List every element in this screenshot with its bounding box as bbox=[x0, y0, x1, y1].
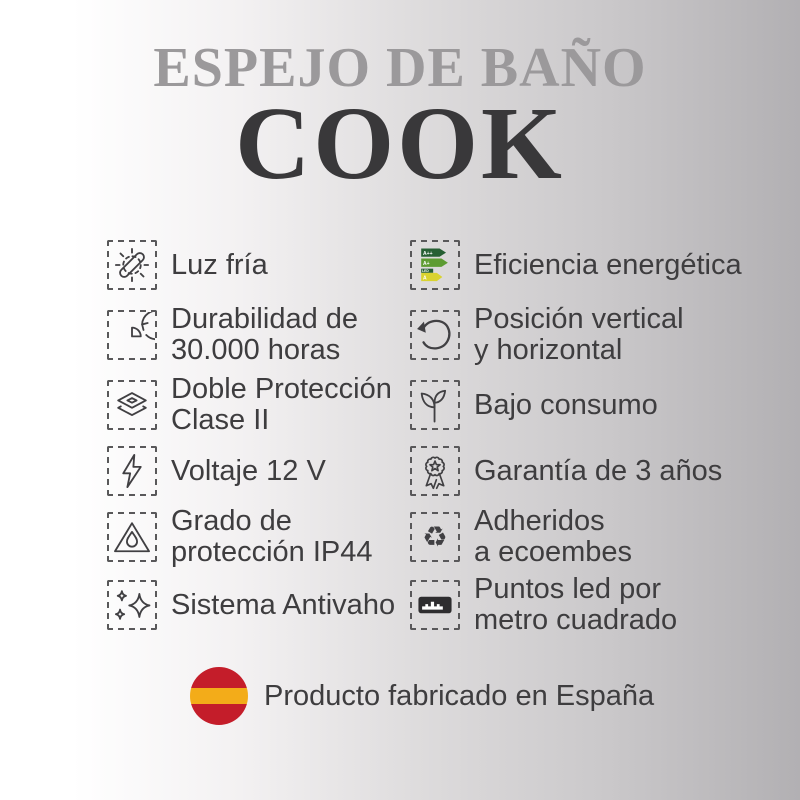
feature-line: a ecoembes bbox=[474, 536, 632, 568]
feature-durability bbox=[107, 303, 359, 366]
feature-label bbox=[474, 574, 677, 636]
feature-label bbox=[474, 390, 658, 421]
footer bbox=[190, 667, 654, 725]
feature-line: 30.000 horas bbox=[171, 334, 341, 366]
feature-line: Adheridos bbox=[474, 505, 605, 537]
flag-red-stripe bbox=[190, 667, 248, 688]
feature-voltage bbox=[107, 446, 326, 496]
energy-rating-a-plus-plus: A++ bbox=[423, 250, 433, 257]
feature-label bbox=[171, 506, 373, 568]
durability-icon bbox=[107, 310, 157, 360]
feature-line: Clase II bbox=[171, 404, 270, 436]
feature-led-points bbox=[410, 573, 678, 636]
feature-line: Puntos led por bbox=[474, 573, 662, 605]
energy-rating-a: A bbox=[423, 275, 427, 282]
feature-line: Luz fría bbox=[171, 248, 268, 281]
feature-low-consumption bbox=[410, 380, 658, 430]
voltage-icon bbox=[107, 446, 157, 496]
feature-recycle bbox=[410, 505, 632, 568]
rotation-icon bbox=[410, 310, 460, 360]
made-in-spain-label: Producto fabricado en España bbox=[264, 679, 655, 712]
feature-line: Durabilidad de bbox=[171, 303, 359, 335]
warranty-icon bbox=[410, 446, 460, 496]
feature-line: Eficiencia energética bbox=[474, 248, 742, 281]
recycle-icon bbox=[410, 512, 460, 562]
feature-line: protección IP44 bbox=[171, 536, 373, 568]
recycle-glyph: ♻ bbox=[422, 520, 448, 554]
cold-light-icon bbox=[107, 240, 157, 290]
feature-label bbox=[474, 506, 632, 568]
spain-flag-icon bbox=[190, 667, 248, 725]
feature-label bbox=[171, 590, 395, 621]
feature-cold-light bbox=[107, 240, 268, 290]
feature-label bbox=[474, 250, 742, 281]
feature-label bbox=[474, 456, 722, 487]
feature-double-protection bbox=[107, 373, 392, 436]
feature-rotation bbox=[410, 303, 684, 366]
product-name: COOK bbox=[235, 86, 565, 201]
feature-label bbox=[171, 456, 326, 487]
led-points-icon bbox=[410, 580, 460, 630]
feature-line: Sistema Antivaho bbox=[171, 588, 396, 621]
feature-line: y horizontal bbox=[474, 334, 623, 366]
page-title: ESPEJO DE BAÑO bbox=[153, 37, 647, 99]
feature-antifog bbox=[107, 580, 395, 630]
double-protection-icon bbox=[107, 380, 157, 430]
feature-line: Bajo consumo bbox=[474, 388, 658, 421]
antifog-icon bbox=[107, 580, 157, 630]
feature-ip44 bbox=[107, 505, 373, 568]
header bbox=[0, 37, 800, 201]
feature-line: metro cuadrado bbox=[474, 604, 678, 636]
energy-led-label: LED bbox=[422, 269, 429, 274]
low-consumption-icon bbox=[410, 380, 460, 430]
energy-rating-a-plus: A+ bbox=[423, 261, 430, 267]
feature-energy-efficiency bbox=[410, 240, 742, 290]
feature-label bbox=[474, 304, 684, 366]
flag-red-stripe bbox=[190, 704, 248, 725]
feature-line: Voltaje 12 V bbox=[171, 454, 326, 487]
feature-label bbox=[171, 250, 268, 281]
feature-line: Garantía de 3 años bbox=[474, 454, 723, 487]
feature-line: Grado de bbox=[171, 505, 292, 537]
feature-label bbox=[171, 374, 392, 436]
feature-line: Doble Protección bbox=[171, 373, 392, 405]
feature-warranty bbox=[410, 446, 722, 496]
energy-efficiency-icon bbox=[410, 240, 460, 290]
feature-label bbox=[171, 304, 358, 366]
flag-yellow-stripe bbox=[190, 688, 248, 703]
ip44-icon bbox=[107, 512, 157, 562]
feature-line: Posición vertical bbox=[474, 303, 684, 335]
